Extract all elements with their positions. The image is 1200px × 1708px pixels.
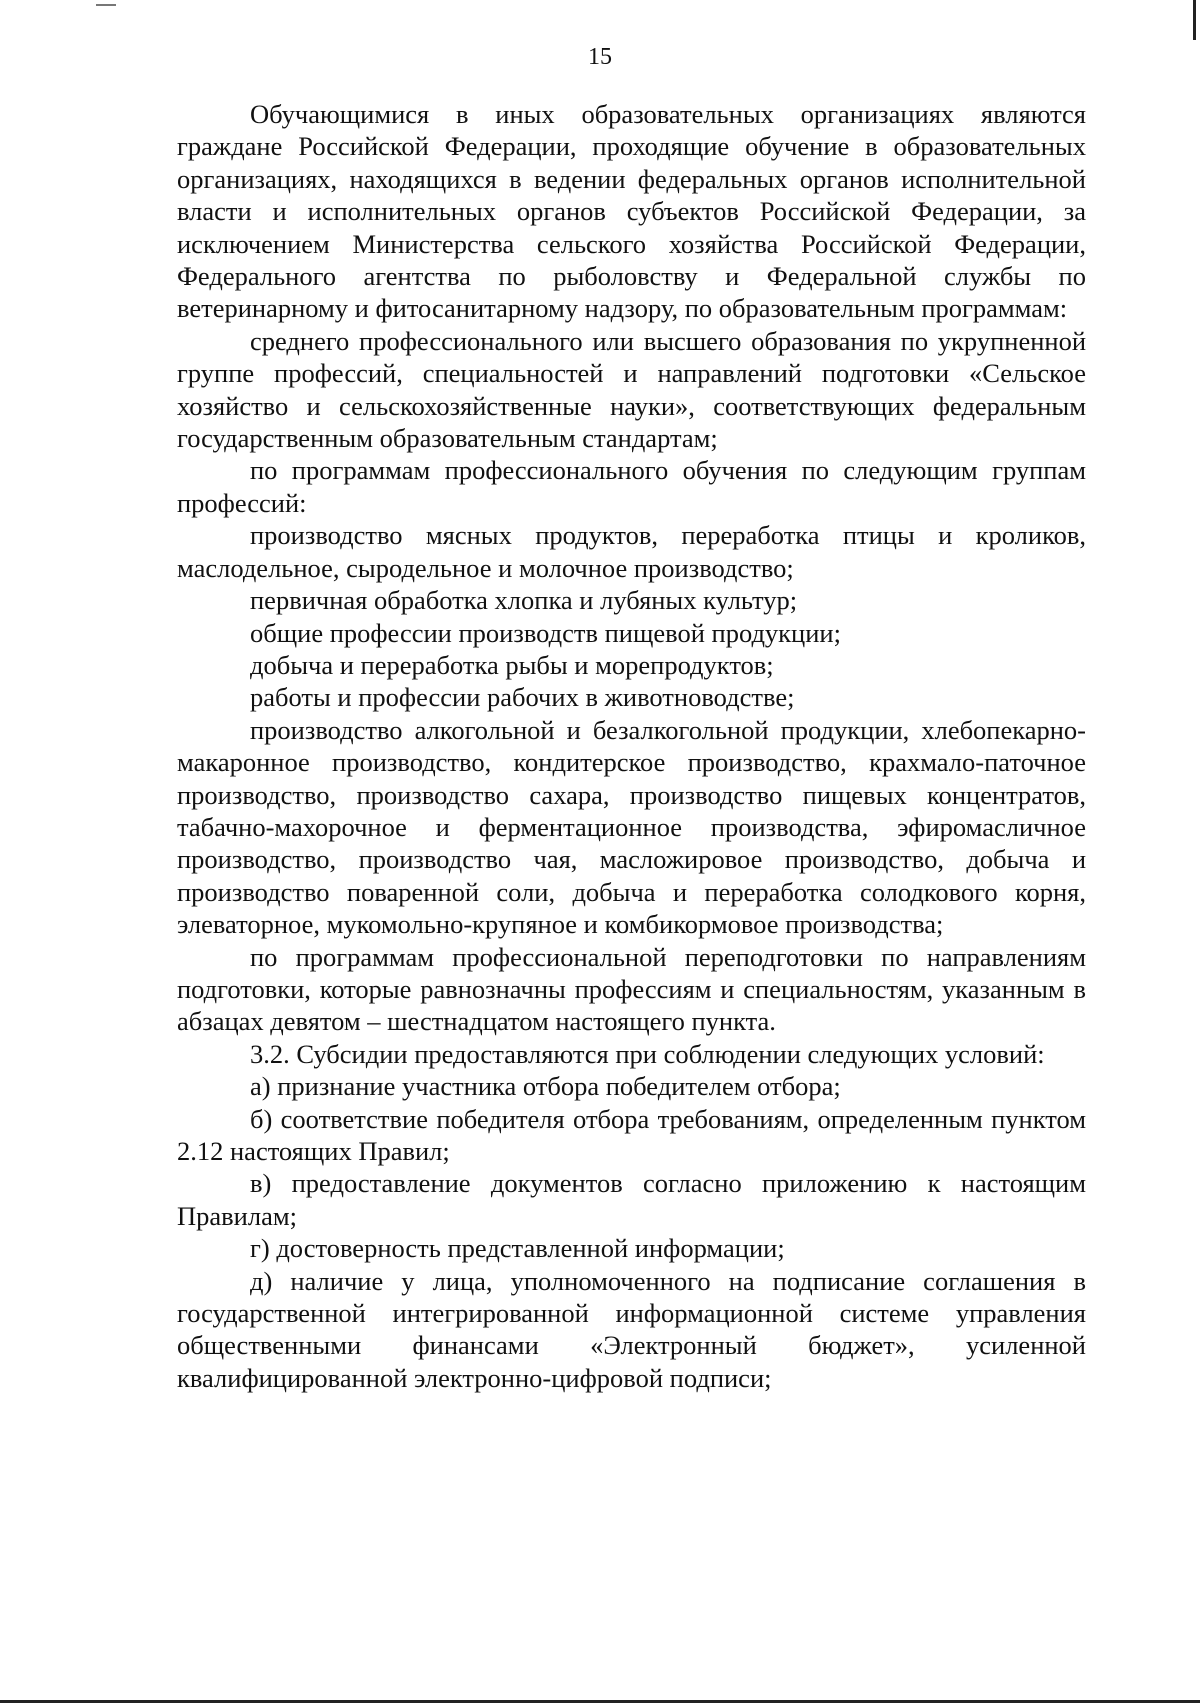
paragraph: общие профессии производств пищевой продукции; (250, 617, 841, 648)
paragraph: среднего профессионального или высшего образования по укрупненной группе профессий, специальностей и направлений подготовки «Сельское хозяйство и сельскохозяйственные науки», соответствующих федеральным государственным образовательным стандартам; (177, 325, 1086, 454)
paragraph: производство мясных продуктов, переработка птицы и кроликов, маслодельное, сыродельное и молочное производство; (177, 520, 1086, 583)
scan-artifact-bottom (0, 1700, 1200, 1703)
paragraph: г) достоверность представленной информации; (250, 1233, 785, 1264)
page-number: 15 (588, 44, 612, 70)
paragraph: в) предоставление документов согласно приложению к настоящим Правилам; (177, 1168, 1086, 1231)
paragraph: по программам профессиональной переподготовки по направлениям подготовки, которые равнозначны профессиям и специальностям, указанным в абзацах девятом – шестнадцатом настоящего пункта. (177, 941, 1086, 1037)
paragraph: работы и профессии рабочих в животноводстве; (250, 682, 795, 713)
paragraph: д) наличие у лица, уполномоченного на подписание соглашения в государственной интегрированной информационной системе управления общественными финансами «Электронный бюджет», усиленной квалифицированной электронно-цифровой подписи; (177, 1265, 1086, 1393)
paragraph: 3.2. Субсидии предоставляются при соблюдении следующих условий: (250, 1038, 1045, 1069)
paragraph: первичная обработка хлопка и лубяных культур; (250, 585, 798, 616)
paragraph: а) признание участника отбора победителем отбора; (250, 1071, 841, 1102)
scan-artifact-right (1193, 0, 1196, 40)
paragraph: по программам профессионального обучения по следующим группам профессий: (177, 455, 1086, 518)
paragraph: б) соответствие победителя отбора требованиям, определенным пунктом 2.12 настоящих Правил; (177, 1103, 1086, 1166)
paragraph: производство алкогольной и безалкогольной продукции, хлебопекарно-макаронное производство, кондитерское производство, крахмало-паточное производство, производство сахара, производство пищевых концентратов, табачно-махорочное и ферментационное производства, эфиромасличное производство, производство чая, масложировое производство, добыча и производство поваренной соли, добыча и переработка солодкового корня, элеваторное, мукомольно-крупяное и комбикормовое производства; (177, 714, 1086, 940)
paragraph: добыча и переработка рыбы и морепродуктов; (250, 649, 774, 680)
scan-artifact-top (96, 4, 116, 6)
paragraph: Обучающимися в иных образовательных организациях являются граждане Российской Федерации, проходящие обучение в образовательных организациях, находящихся в ведении федеральных органов исполнительной власти и исполнительных органов субъектов Российской Федерации, за исключением Министерства сельского хозяйства Российской Федерации, Федерального агентства по рыболовству и Федеральной службы по ветеринарному и фитосанитарному надзору, по образовательным программам: (177, 99, 1086, 324)
document-body (177, 98, 1086, 1394)
